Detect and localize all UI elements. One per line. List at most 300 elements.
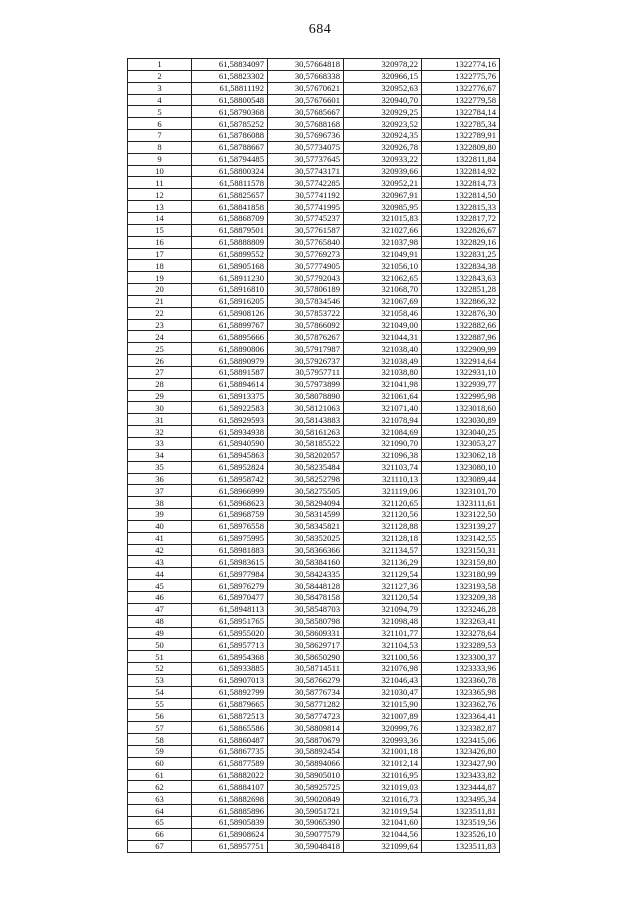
y-coordinate-cell: 1322814,92 — [422, 165, 500, 177]
latitude-cell: 61,58952824 — [192, 461, 268, 473]
longitude-cell: 30,58548703 — [268, 603, 344, 615]
table-row — [128, 520, 500, 532]
table-row — [128, 260, 500, 272]
x-coordinate-cell: 320985,95 — [344, 201, 422, 213]
x-coordinate-cell: 321041,98 — [344, 378, 422, 390]
longitude-cell: 30,57973899 — [268, 378, 344, 390]
x-coordinate-cell: 321127,36 — [344, 580, 422, 592]
table-row — [128, 414, 500, 426]
y-coordinate-cell: 1323180,99 — [422, 568, 500, 580]
table-row — [128, 331, 500, 343]
latitude-cell: 61,58929593 — [192, 414, 268, 426]
longitude-cell: 30,58629717 — [268, 639, 344, 651]
longitude-cell: 30,58478158 — [268, 591, 344, 603]
x-coordinate-cell: 321046,43 — [344, 674, 422, 686]
table-row — [128, 355, 500, 367]
latitude-cell: 61,58785252 — [192, 118, 268, 130]
latitude-cell: 61,58934938 — [192, 426, 268, 438]
point-number-cell: 13 — [128, 201, 192, 213]
x-coordinate-cell: 320939,66 — [344, 165, 422, 177]
latitude-cell: 61,58966999 — [192, 485, 268, 497]
table-row — [128, 70, 500, 82]
longitude-cell: 30,57688168 — [268, 118, 344, 130]
y-coordinate-cell: 1322809,80 — [422, 141, 500, 153]
x-coordinate-cell: 321038,40 — [344, 343, 422, 355]
y-coordinate-cell: 1323495,34 — [422, 793, 500, 805]
latitude-cell: 61,58885896 — [192, 805, 268, 817]
table-row — [128, 544, 500, 556]
x-coordinate-cell: 321084,69 — [344, 426, 422, 438]
x-coordinate-cell: 320967,91 — [344, 189, 422, 201]
latitude-cell: 61,58983615 — [192, 556, 268, 568]
longitude-cell: 30,57685667 — [268, 106, 344, 118]
longitude-cell: 30,57866092 — [268, 319, 344, 331]
longitude-cell: 30,58294094 — [268, 497, 344, 509]
table-row — [128, 118, 500, 130]
table-row — [128, 532, 500, 544]
x-coordinate-cell: 321062,65 — [344, 272, 422, 284]
y-coordinate-cell: 1322931,10 — [422, 366, 500, 378]
longitude-cell: 30,58275505 — [268, 485, 344, 497]
point-number-cell: 33 — [128, 438, 192, 450]
x-coordinate-cell: 321128,88 — [344, 520, 422, 532]
latitude-cell: 61,58951765 — [192, 615, 268, 627]
table-row — [128, 817, 500, 829]
latitude-cell: 61,58890979 — [192, 355, 268, 367]
y-coordinate-cell: 1323062,18 — [422, 449, 500, 461]
longitude-cell: 30,58580798 — [268, 615, 344, 627]
latitude-cell: 61,58957713 — [192, 639, 268, 651]
longitude-cell: 30,58078890 — [268, 390, 344, 402]
y-coordinate-cell: 1323142,55 — [422, 532, 500, 544]
longitude-cell: 30,57670621 — [268, 82, 344, 94]
longitude-cell: 30,58771282 — [268, 698, 344, 710]
x-coordinate-cell: 321038,49 — [344, 355, 422, 367]
longitude-cell: 30,58202057 — [268, 449, 344, 461]
longitude-cell: 30,57676601 — [268, 94, 344, 106]
y-coordinate-cell: 1323089,44 — [422, 473, 500, 485]
latitude-cell: 61,58884107 — [192, 781, 268, 793]
table-row — [128, 568, 500, 580]
x-coordinate-cell: 321120,54 — [344, 591, 422, 603]
latitude-cell: 61,58975995 — [192, 532, 268, 544]
longitude-cell: 30,57774905 — [268, 260, 344, 272]
longitude-cell: 30,58366366 — [268, 544, 344, 556]
point-number-cell: 60 — [128, 757, 192, 769]
longitude-cell: 30,57741192 — [268, 189, 344, 201]
latitude-cell: 61,58911230 — [192, 272, 268, 284]
coordinates-table — [127, 58, 500, 853]
latitude-cell: 61,58922583 — [192, 402, 268, 414]
latitude-cell: 61,58958742 — [192, 473, 268, 485]
table-row — [128, 686, 500, 698]
table-row — [128, 461, 500, 473]
longitude-cell: 30,57792043 — [268, 272, 344, 284]
x-coordinate-cell: 321019,54 — [344, 805, 422, 817]
latitude-cell: 61,58899767 — [192, 319, 268, 331]
table-row — [128, 284, 500, 296]
latitude-cell: 61,58882698 — [192, 793, 268, 805]
y-coordinate-cell: 1322779,58 — [422, 94, 500, 106]
x-coordinate-cell: 321096,38 — [344, 449, 422, 461]
table-row — [128, 449, 500, 461]
y-coordinate-cell: 1323246,28 — [422, 603, 500, 615]
x-coordinate-cell: 321101,77 — [344, 627, 422, 639]
x-coordinate-cell: 321098,48 — [344, 615, 422, 627]
point-number-cell: 9 — [128, 153, 192, 165]
y-coordinate-cell: 1322811,84 — [422, 153, 500, 165]
longitude-cell: 30,58774723 — [268, 710, 344, 722]
table-row — [128, 757, 500, 769]
y-coordinate-cell: 1323511,83 — [422, 840, 500, 852]
table-row — [128, 165, 500, 177]
table-row — [128, 828, 500, 840]
point-number-cell: 51 — [128, 651, 192, 663]
y-coordinate-cell: 1323526,10 — [422, 828, 500, 840]
x-coordinate-cell: 321007,89 — [344, 710, 422, 722]
latitude-cell: 61,58811578 — [192, 177, 268, 189]
y-coordinate-cell: 1322914,64 — [422, 355, 500, 367]
y-coordinate-cell: 1323511,81 — [422, 805, 500, 817]
longitude-cell: 30,57742285 — [268, 177, 344, 189]
point-number-cell: 6 — [128, 118, 192, 130]
point-number-cell: 11 — [128, 177, 192, 189]
point-number-cell: 40 — [128, 520, 192, 532]
longitude-cell: 30,58448128 — [268, 580, 344, 592]
table-row — [128, 663, 500, 675]
point-number-cell: 58 — [128, 734, 192, 746]
x-coordinate-cell: 321103,74 — [344, 461, 422, 473]
table-row — [128, 307, 500, 319]
table-row — [128, 556, 500, 568]
table-row — [128, 674, 500, 686]
longitude-cell: 30,57664818 — [268, 59, 344, 71]
table-row — [128, 402, 500, 414]
y-coordinate-cell: 1323444,87 — [422, 781, 500, 793]
x-coordinate-cell: 321027,66 — [344, 224, 422, 236]
table-row — [128, 94, 500, 106]
x-coordinate-cell: 321016,73 — [344, 793, 422, 805]
y-coordinate-cell: 1322831,25 — [422, 248, 500, 260]
point-number-cell: 38 — [128, 497, 192, 509]
longitude-cell: 30,58894066 — [268, 757, 344, 769]
longitude-cell: 30,57926737 — [268, 355, 344, 367]
y-coordinate-cell: 1323360,78 — [422, 674, 500, 686]
table-row — [128, 591, 500, 603]
longitude-cell: 30,58121063 — [268, 402, 344, 414]
longitude-cell: 30,58185522 — [268, 438, 344, 450]
longitude-cell: 30,58235484 — [268, 461, 344, 473]
table-row — [128, 485, 500, 497]
x-coordinate-cell: 321001,18 — [344, 745, 422, 757]
x-coordinate-cell: 321016,95 — [344, 769, 422, 781]
point-number-cell: 24 — [128, 331, 192, 343]
x-coordinate-cell: 321030,47 — [344, 686, 422, 698]
point-number-cell: 61 — [128, 769, 192, 781]
point-number-cell: 25 — [128, 343, 192, 355]
latitude-cell: 61,58860487 — [192, 734, 268, 746]
x-coordinate-cell: 321071,40 — [344, 402, 422, 414]
y-coordinate-cell: 1322834,38 — [422, 260, 500, 272]
latitude-cell: 61,58786088 — [192, 130, 268, 142]
y-coordinate-cell: 1323018,60 — [422, 402, 500, 414]
longitude-cell: 30,57834546 — [268, 295, 344, 307]
latitude-cell: 61,58913375 — [192, 390, 268, 402]
latitude-cell: 61,58868709 — [192, 212, 268, 224]
x-coordinate-cell: 321067,69 — [344, 295, 422, 307]
longitude-cell: 30,59077579 — [268, 828, 344, 840]
y-coordinate-cell: 1323150,31 — [422, 544, 500, 556]
table-row — [128, 840, 500, 852]
longitude-cell: 30,58345821 — [268, 520, 344, 532]
longitude-cell: 30,58650290 — [268, 651, 344, 663]
point-number-cell: 5 — [128, 106, 192, 118]
point-number-cell: 59 — [128, 745, 192, 757]
table-row — [128, 438, 500, 450]
table-row — [128, 781, 500, 793]
x-coordinate-cell: 321037,98 — [344, 236, 422, 248]
table-row — [128, 82, 500, 94]
latitude-cell: 61,58955020 — [192, 627, 268, 639]
table-row — [128, 106, 500, 118]
table-row — [128, 201, 500, 213]
table-row — [128, 366, 500, 378]
x-coordinate-cell: 321110,13 — [344, 473, 422, 485]
x-coordinate-cell: 321134,57 — [344, 544, 422, 556]
latitude-cell: 61,58970477 — [192, 591, 268, 603]
y-coordinate-cell: 1323159,80 — [422, 556, 500, 568]
point-number-cell: 53 — [128, 674, 192, 686]
y-coordinate-cell: 1323080,10 — [422, 461, 500, 473]
y-coordinate-cell: 1323193,58 — [422, 580, 500, 592]
point-number-cell: 4 — [128, 94, 192, 106]
longitude-cell: 30,59020849 — [268, 793, 344, 805]
y-coordinate-cell: 1323139,27 — [422, 520, 500, 532]
latitude-cell: 61,58800324 — [192, 165, 268, 177]
x-coordinate-cell: 321044,31 — [344, 331, 422, 343]
x-coordinate-cell: 321076,98 — [344, 663, 422, 675]
latitude-cell: 61,58888809 — [192, 236, 268, 248]
point-number-cell: 49 — [128, 627, 192, 639]
table-row — [128, 497, 500, 509]
point-number-cell: 15 — [128, 224, 192, 236]
longitude-cell: 30,58809814 — [268, 722, 344, 734]
longitude-cell: 30,58252798 — [268, 473, 344, 485]
x-coordinate-cell: 321015,90 — [344, 698, 422, 710]
table-row — [128, 627, 500, 639]
point-number-cell: 46 — [128, 591, 192, 603]
latitude-cell: 61,58865586 — [192, 722, 268, 734]
y-coordinate-cell: 1323122,50 — [422, 509, 500, 521]
table-row — [128, 141, 500, 153]
longitude-cell: 30,58384160 — [268, 556, 344, 568]
x-coordinate-cell: 321058,46 — [344, 307, 422, 319]
latitude-cell: 61,58879501 — [192, 224, 268, 236]
point-number-cell: 45 — [128, 580, 192, 592]
point-number-cell: 2 — [128, 70, 192, 82]
latitude-cell: 61,58800548 — [192, 94, 268, 106]
x-coordinate-cell: 320993,36 — [344, 734, 422, 746]
table-row — [128, 272, 500, 284]
point-number-cell: 62 — [128, 781, 192, 793]
point-number-cell: 34 — [128, 449, 192, 461]
table-row — [128, 212, 500, 224]
point-number-cell: 19 — [128, 272, 192, 284]
latitude-cell: 61,58882022 — [192, 769, 268, 781]
table-row — [128, 59, 500, 71]
y-coordinate-cell: 1322817,72 — [422, 212, 500, 224]
point-number-cell: 29 — [128, 390, 192, 402]
table-row — [128, 224, 500, 236]
latitude-cell: 61,58957751 — [192, 840, 268, 852]
point-number-cell: 23 — [128, 319, 192, 331]
point-number-cell: 64 — [128, 805, 192, 817]
y-coordinate-cell: 1322851,28 — [422, 284, 500, 296]
y-coordinate-cell: 1322814,73 — [422, 177, 500, 189]
y-coordinate-cell: 1323040,25 — [422, 426, 500, 438]
point-number-cell: 26 — [128, 355, 192, 367]
table-row — [128, 236, 500, 248]
x-coordinate-cell: 321119,06 — [344, 485, 422, 497]
x-coordinate-cell: 321120,56 — [344, 509, 422, 521]
latitude-cell: 61,58933885 — [192, 663, 268, 675]
y-coordinate-cell: 1323101,70 — [422, 485, 500, 497]
table-row — [128, 734, 500, 746]
table-row — [128, 295, 500, 307]
x-coordinate-cell: 320952,63 — [344, 82, 422, 94]
y-coordinate-cell: 1322814,50 — [422, 189, 500, 201]
point-number-cell: 16 — [128, 236, 192, 248]
y-coordinate-cell: 1323382,87 — [422, 722, 500, 734]
longitude-cell: 30,57917987 — [268, 343, 344, 355]
x-coordinate-cell: 320940,70 — [344, 94, 422, 106]
table-row — [128, 130, 500, 142]
point-number-cell: 10 — [128, 165, 192, 177]
point-number-cell: 56 — [128, 710, 192, 722]
y-coordinate-cell: 1322887,96 — [422, 331, 500, 343]
table-row — [128, 603, 500, 615]
y-coordinate-cell: 1323263,41 — [422, 615, 500, 627]
x-coordinate-cell: 320933,22 — [344, 153, 422, 165]
table-row — [128, 745, 500, 757]
point-number-cell: 18 — [128, 260, 192, 272]
y-coordinate-cell: 1322775,76 — [422, 70, 500, 82]
y-coordinate-cell: 1323365,98 — [422, 686, 500, 698]
x-coordinate-cell: 321038,80 — [344, 366, 422, 378]
x-coordinate-cell: 321049,91 — [344, 248, 422, 260]
table-row — [128, 580, 500, 592]
latitude-cell: 61,58968759 — [192, 509, 268, 521]
x-coordinate-cell: 321104,53 — [344, 639, 422, 651]
longitude-cell: 30,57745237 — [268, 212, 344, 224]
latitude-cell: 61,58794485 — [192, 153, 268, 165]
x-coordinate-cell: 321136,29 — [344, 556, 422, 568]
longitude-cell: 30,58905010 — [268, 769, 344, 781]
table-row — [128, 509, 500, 521]
x-coordinate-cell: 321061,64 — [344, 390, 422, 402]
latitude-cell: 61,58905168 — [192, 260, 268, 272]
longitude-cell: 30,57734075 — [268, 141, 344, 153]
longitude-cell: 30,57806189 — [268, 284, 344, 296]
point-number-cell: 30 — [128, 402, 192, 414]
longitude-cell: 30,57876267 — [268, 331, 344, 343]
latitude-cell: 61,58790368 — [192, 106, 268, 118]
x-coordinate-cell: 321056,10 — [344, 260, 422, 272]
point-number-cell: 1 — [128, 59, 192, 71]
table-row — [128, 615, 500, 627]
point-number-cell: 50 — [128, 639, 192, 651]
x-coordinate-cell: 320923,52 — [344, 118, 422, 130]
latitude-cell: 61,58981883 — [192, 544, 268, 556]
table-row — [128, 378, 500, 390]
latitude-cell: 61,58907013 — [192, 674, 268, 686]
latitude-cell: 61,58892799 — [192, 686, 268, 698]
x-coordinate-cell: 321099,64 — [344, 840, 422, 852]
longitude-cell: 30,57696736 — [268, 130, 344, 142]
y-coordinate-cell: 1323433,82 — [422, 769, 500, 781]
point-number-cell: 7 — [128, 130, 192, 142]
longitude-cell: 30,58352025 — [268, 532, 344, 544]
longitude-cell: 30,58424335 — [268, 568, 344, 580]
x-coordinate-cell: 320924,35 — [344, 130, 422, 142]
y-coordinate-cell: 1323362,76 — [422, 698, 500, 710]
latitude-cell: 61,58940590 — [192, 438, 268, 450]
y-coordinate-cell: 1323415,06 — [422, 734, 500, 746]
table-row — [128, 651, 500, 663]
longitude-cell: 30,58714511 — [268, 663, 344, 675]
point-number-cell: 42 — [128, 544, 192, 556]
y-coordinate-cell: 1323030,89 — [422, 414, 500, 426]
point-number-cell: 44 — [128, 568, 192, 580]
table-row — [128, 177, 500, 189]
point-number-cell: 32 — [128, 426, 192, 438]
point-number-cell: 28 — [128, 378, 192, 390]
table-row — [128, 153, 500, 165]
y-coordinate-cell: 1323364,41 — [422, 710, 500, 722]
x-coordinate-cell: 321044,56 — [344, 828, 422, 840]
table-row — [128, 390, 500, 402]
latitude-cell: 61,58890806 — [192, 343, 268, 355]
x-coordinate-cell: 321012,14 — [344, 757, 422, 769]
point-number-cell: 54 — [128, 686, 192, 698]
latitude-cell: 61,58948113 — [192, 603, 268, 615]
table-row — [128, 426, 500, 438]
y-coordinate-cell: 1322776,67 — [422, 82, 500, 94]
point-number-cell: 39 — [128, 509, 192, 521]
latitude-cell: 61,58899552 — [192, 248, 268, 260]
longitude-cell: 30,58766279 — [268, 674, 344, 686]
latitude-cell: 61,58908624 — [192, 828, 268, 840]
table-row — [128, 698, 500, 710]
latitude-cell: 61,58834097 — [192, 59, 268, 71]
longitude-cell: 30,57743171 — [268, 165, 344, 177]
latitude-cell: 61,58916205 — [192, 295, 268, 307]
latitude-cell: 61,58867735 — [192, 745, 268, 757]
point-number-cell: 43 — [128, 556, 192, 568]
point-number-cell: 12 — [128, 189, 192, 201]
point-number-cell: 36 — [128, 473, 192, 485]
y-coordinate-cell: 1323278,64 — [422, 627, 500, 639]
y-coordinate-cell: 1322829,16 — [422, 236, 500, 248]
page-number: 684 — [308, 22, 332, 37]
longitude-cell: 30,58314599 — [268, 509, 344, 521]
longitude-cell: 30,57853722 — [268, 307, 344, 319]
longitude-cell: 30,57957711 — [268, 366, 344, 378]
latitude-cell: 61,58977984 — [192, 568, 268, 580]
x-coordinate-cell: 321078,94 — [344, 414, 422, 426]
x-coordinate-cell: 321049,00 — [344, 319, 422, 331]
point-number-cell: 47 — [128, 603, 192, 615]
